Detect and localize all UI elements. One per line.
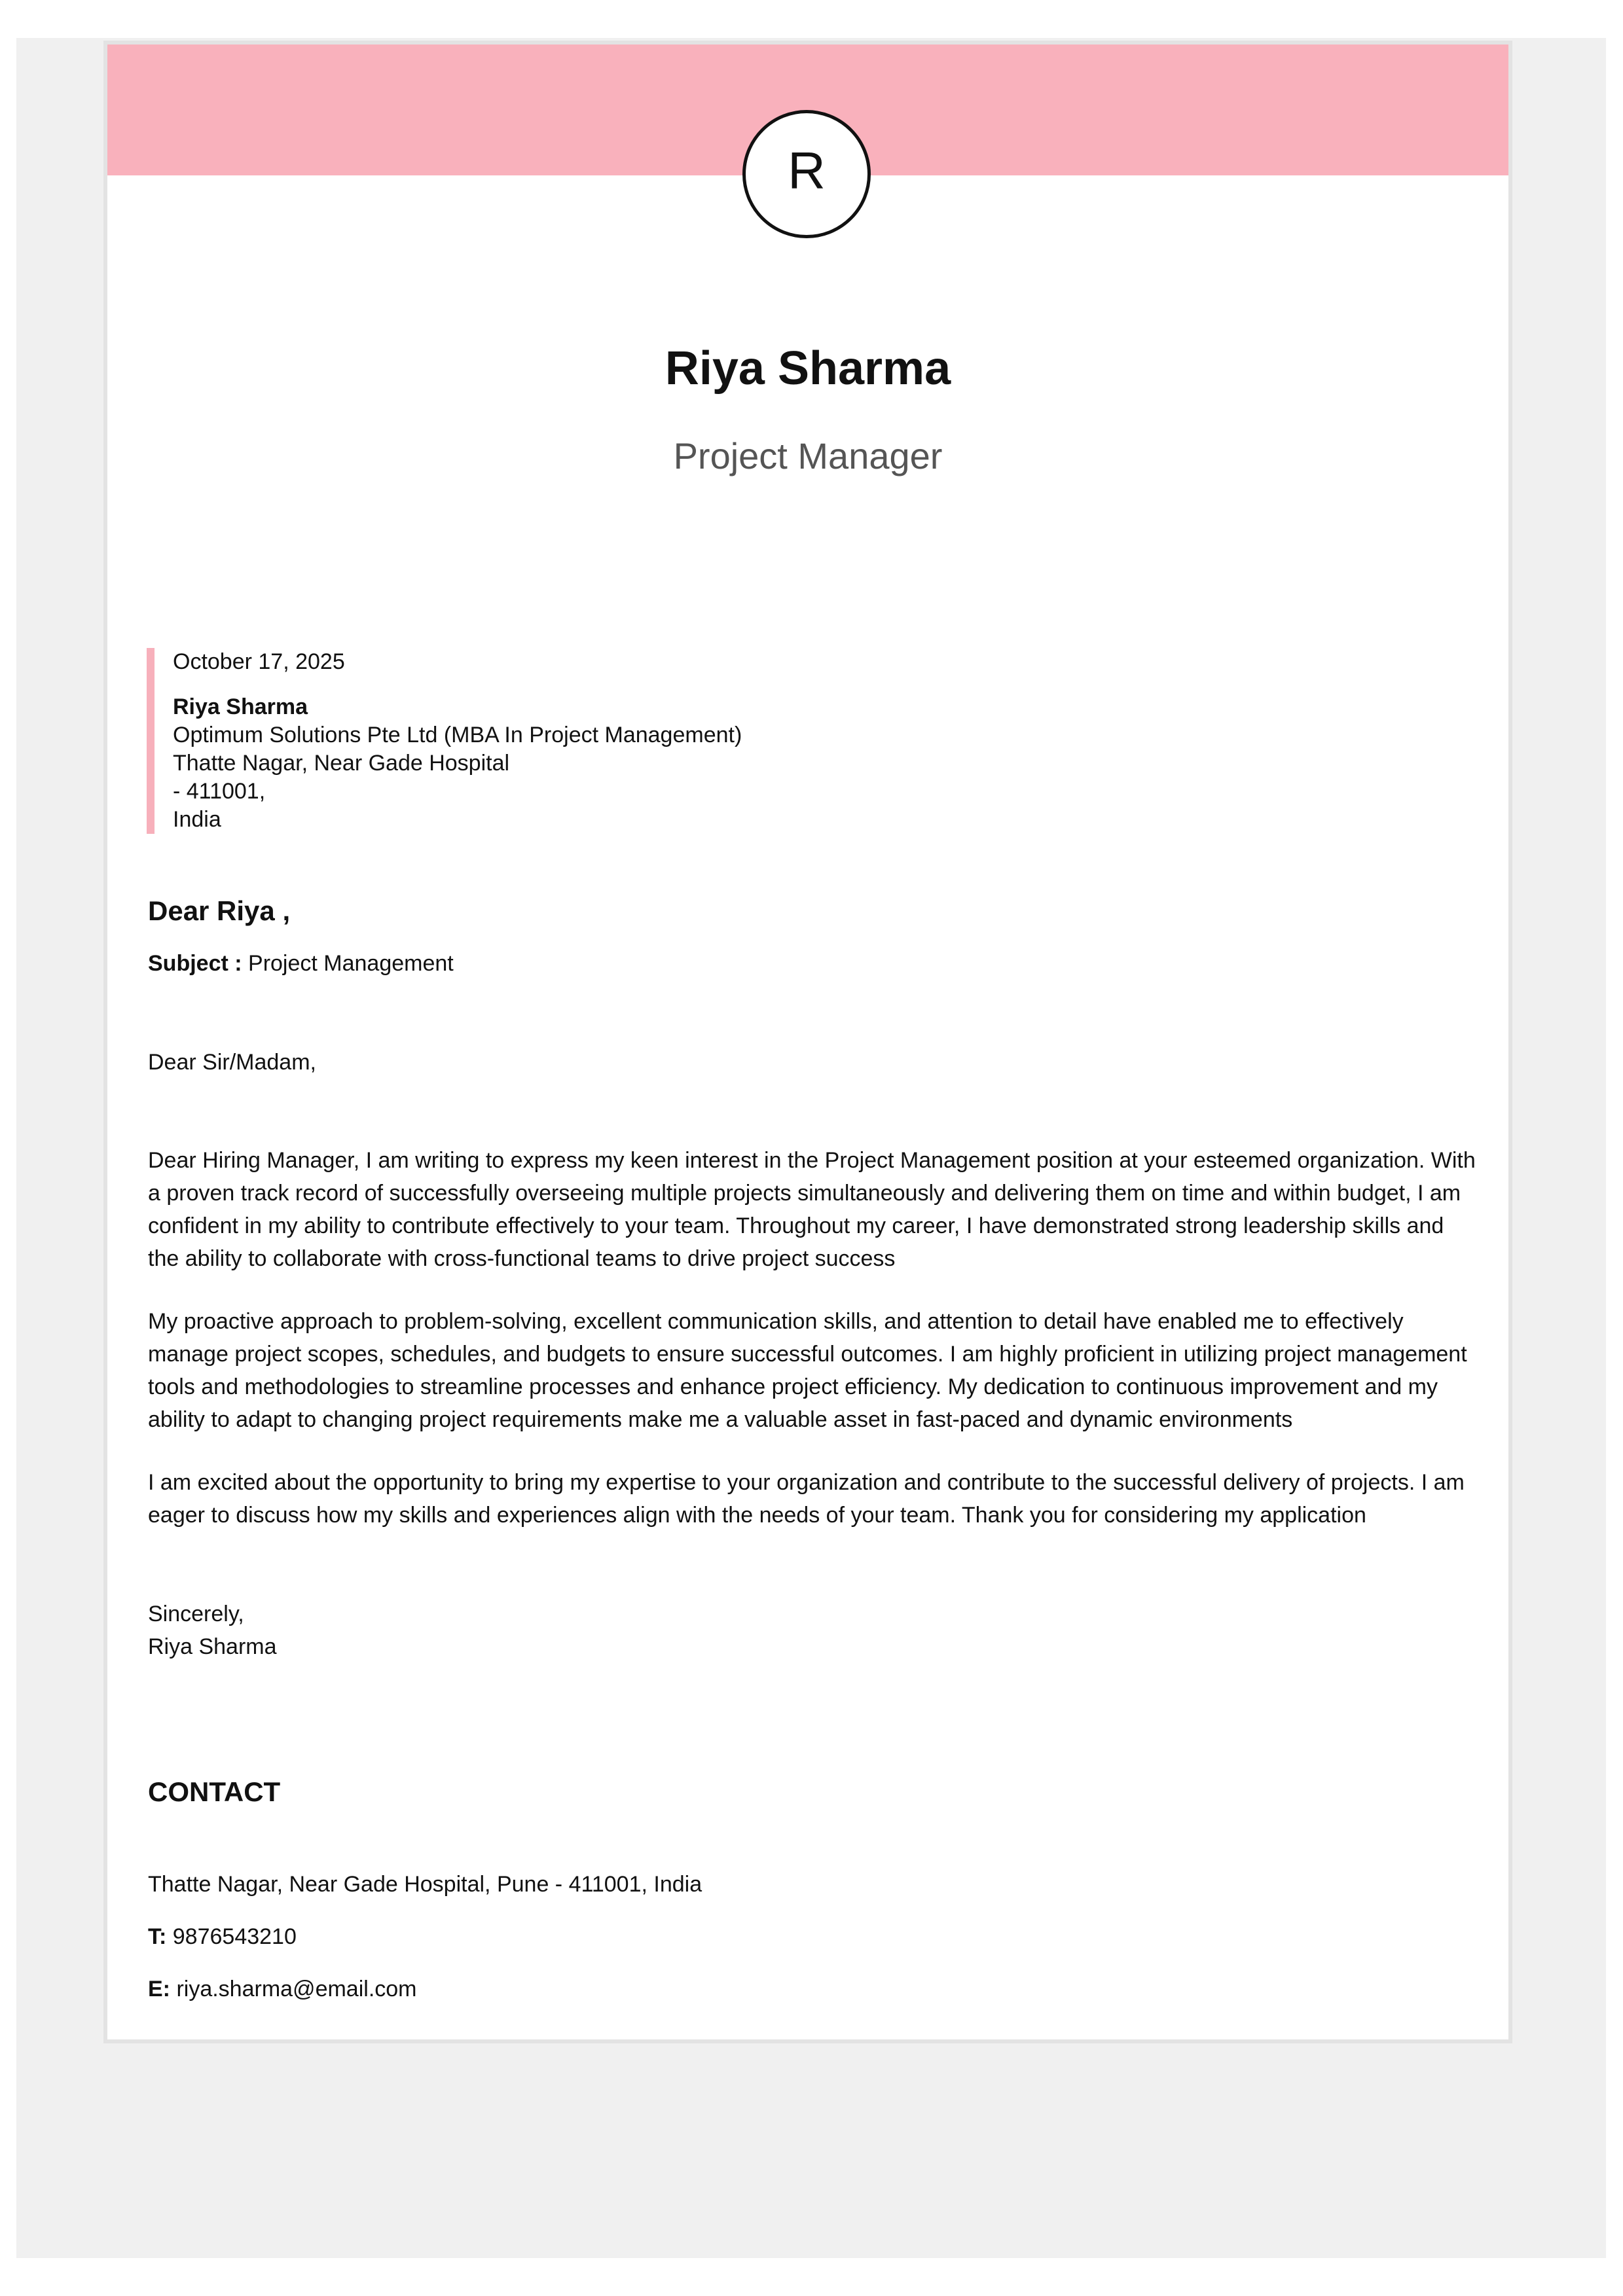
closing-block <box>148 1598 277 1663</box>
avatar <box>742 110 871 238</box>
body-paragraph: Dear Hiring Manager, I am writing to express my keen interest in the Project Management position at your esteemed organization. With a proven track record of successfully overseeing multiple projects simultaneously and delivering them on time and within budget, I am confident in my ability to contribute effectively to your team. Throughout my career, I have demonstrated strong leadership skills and the ability to collaborate with cross-functional teams to drive project success <box>148 1148 1476 1271</box>
phone-label: T: <box>148 1924 167 1949</box>
email-value: riya.sharma@email.com <box>170 1977 417 2001</box>
recipient-country: India <box>173 807 221 832</box>
greeting: Dear Sir/Madam, <box>148 1050 316 1075</box>
body-paragraph: My proactive approach to problem-solving, excellent communication skills, and attention to detail have enabled me to effectively manage project scopes, schedules, and budgets to ensure successful outcomes. I am highly proficient in utilizing project management tools and methodologies to streamline processes and enhance project efficiency. My dedication to continuous improvement and my ability to adapt to changing project requirements make me a valuable asset in fast-paced and dynamic environments <box>148 1309 1467 1432</box>
contact-phone <box>148 1924 297 1950</box>
avatar-initial: R <box>788 141 826 200</box>
contact-email <box>148 1977 417 2002</box>
recipient-address-block <box>147 648 742 834</box>
recipient-address-line2: - 411001, <box>173 779 266 804</box>
recipient-address-line1: Thatte Nagar, Near Gade Hospital <box>173 751 510 776</box>
phone-value: 9876543210 <box>166 1924 297 1949</box>
signature: Riya Sharma <box>148 1634 277 1659</box>
sender-name: Riya Sharma <box>665 342 951 395</box>
letter-date: October 17, 2025 <box>173 649 345 674</box>
subject-label: Subject : <box>148 951 242 976</box>
email-label: E: <box>148 1977 170 2001</box>
closing-text: Sincerely, <box>148 1602 244 1626</box>
salutation: Dear Riya , <box>148 895 291 926</box>
contact-address: Thatte Nagar, Near Gade Hospital, Pune - 411001, India <box>148 1872 702 1897</box>
body-paragraph: I am excited about the opportunity to bring my expertise to your organization and contribute to the successful delivery of projects. I am eager to discuss how my skills and experiences align with the needs of your team. Thank you for considering my application <box>148 1470 1465 1528</box>
recipient-company: Optimum Solutions Pte Ltd (MBA In Project Management) <box>173 723 742 747</box>
letter-page <box>103 41 1512 2043</box>
recipient-name: Riya Sharma <box>173 694 308 719</box>
subject-text: Project Management <box>242 951 454 976</box>
sender-role: Project Manager <box>673 435 943 476</box>
subject-line <box>148 951 454 977</box>
letter-body <box>148 1144 1477 1562</box>
contact-heading: CONTACT <box>148 1776 281 1807</box>
